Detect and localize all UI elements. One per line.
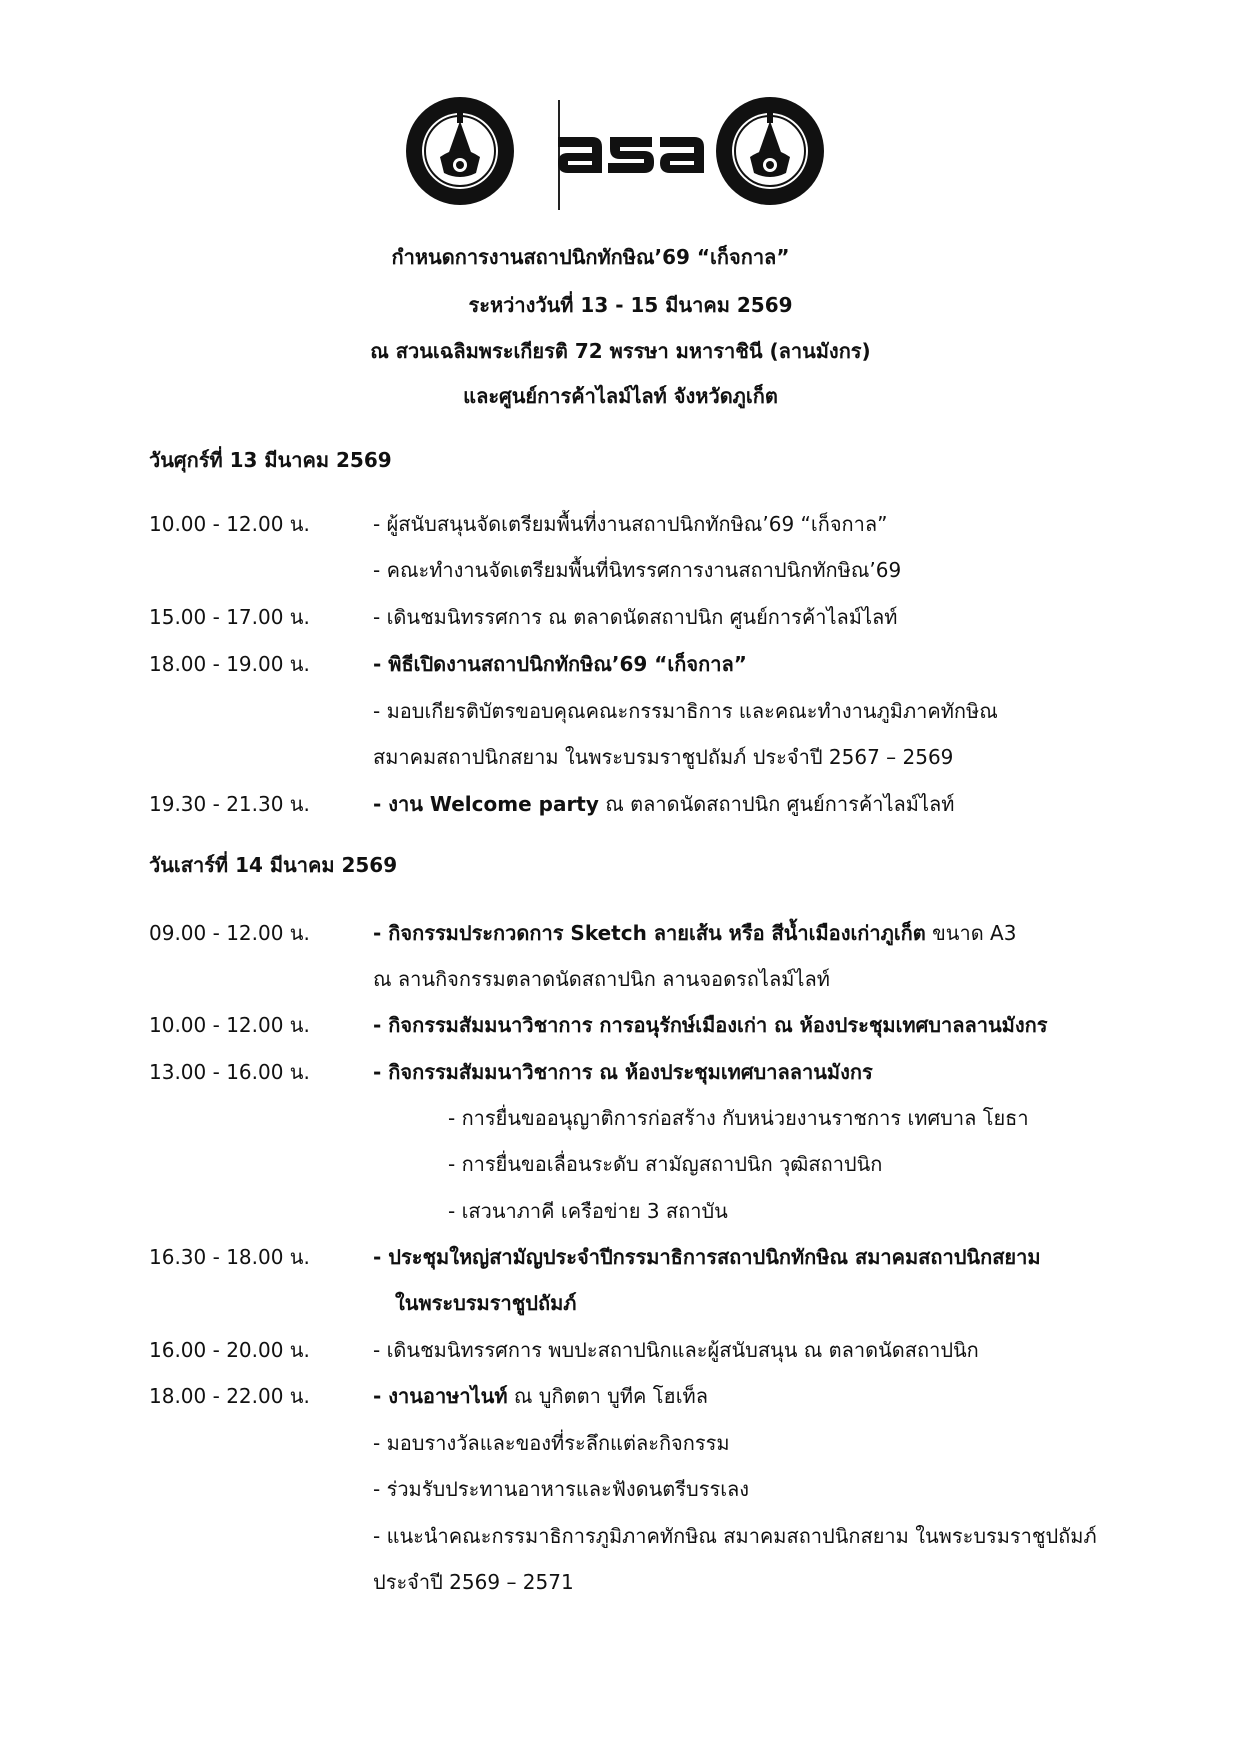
logo-row	[0, 95, 1241, 215]
day2-item-1-rest: ขนาด A3	[925, 921, 1017, 945]
day1-item-7	[373, 790, 954, 818]
day1-time-3: 18.00 - 19.00 น.	[149, 652, 310, 676]
left-association-seal-logo	[404, 95, 516, 207]
day2-item-7-bold: - งานอาษาไนท์	[373, 1384, 508, 1408]
day1-time-4: 19.30 - 21.30 น.	[149, 792, 310, 816]
right-seal-text	[0, 95, 1, 96]
event-venue: ณ สวนเฉลิมพระเกียรติ 72 พรรษา มหาราชินี (ลานมังกร)	[370, 339, 871, 363]
asa-wordmark-logo	[552, 123, 710, 185]
day2-item-1-bold: - กิจกรรมประกวดการ Sketch ลายเส้น หรือ สีน้ำเมืองเก่าภูเก็ต	[373, 921, 926, 945]
day1-item-2: - คณะทำงานจัดเตรียมพื้นที่นิทรรศการงานสถาปนิกทักษิณ’69	[373, 558, 902, 582]
day2-subitem-3: - เสวนาภาคี เครือข่าย 3 สถาบัน	[448, 1199, 728, 1223]
event-title: กำหนดการงานสถาปนิกทักษิณ’69 “เก็จกาล”	[391, 245, 790, 269]
day1-item-4: - พิธีเปิดงานสถาปนิกทักษิณ’69 “เก็จกาล”	[373, 652, 747, 676]
day1-time-2: 15.00 - 17.00 น.	[149, 605, 310, 629]
day1-item-7-rest: ณ ตลาดนัดสถาปนิก ศูนย์การค้าไลม์ไลท์	[598, 792, 955, 816]
day2-item-6: - เดินชมนิทรรศการ พบปะสถาปนิกและผู้สนับสนุน ณ ตลาดนัดสถาปนิก	[373, 1338, 979, 1362]
day1-item-1: - ผู้สนับสนุนจัดเตรียมพื้นที่งานสถาปนิกทักษิณ’69 “เก็จกาล”	[373, 512, 888, 536]
day2-item-5: - ประชุมใหญ่สามัญประจำปีกรรมาธิการสถาปนิกทักษิณ สมาคมสถาปนิกสยาม	[373, 1245, 1041, 1269]
right-association-seal-logo	[714, 95, 826, 207]
day2-time-4: 16.30 - 18.00 น.	[149, 1245, 310, 1269]
day1-time-1: 10.00 - 12.00 น.	[149, 512, 310, 536]
day2-item-5-cont: ในพระบรมราชูปถัมภ์	[395, 1291, 577, 1315]
day2-item-8: - มอบรางวัลและของที่ระลึกแต่ละกิจกรรม	[373, 1431, 730, 1455]
day2-item-11: ประจำปี 2569 – 2571	[373, 1570, 574, 1594]
day1-item-3: - เดินชมนิทรรศการ ณ ตลาดนัดสถาปนิก ศูนย์การค้าไลม์ไลท์	[373, 605, 898, 629]
day2-time-1: 09.00 - 12.00 น.	[149, 921, 310, 945]
day2-item-2: ณ ลานกิจกรรมตลาดนัดสถาปนิก ลานจอดรถไลม์ไลท์	[373, 967, 830, 991]
day2-time-6: 18.00 - 22.00 น.	[149, 1384, 310, 1408]
day2-item-9: - ร่วมรับประทานอาหารและฟังดนตรีบรรเลง	[373, 1477, 750, 1501]
day2-item-10: - แนะนำคณะกรรมาธิการภูมิภาคทักษิณ สมาคมสถาปนิกสยาม ในพระบรมราชูปถัมภ์	[373, 1524, 1097, 1548]
day2-item-7-rest: ณ บูกิตตา บูทีค โฮเท็ล	[507, 1384, 708, 1408]
day2-heading: วันเสาร์ที่ 14 มีนาคม 2569	[149, 853, 398, 877]
day2-time-2: 10.00 - 12.00 น.	[149, 1013, 310, 1037]
day2-item-1	[373, 919, 1016, 947]
day1-item-5: - มอบเกียรติบัตรขอบคุณคณะกรรมาธิการ และคณะทำงานภูมิภาคทักษิณ	[373, 699, 998, 723]
event-venue-2: และศูนย์การค้าไลม์ไลท์ จังหวัดภูเก็ต	[463, 384, 778, 408]
day2-subitem-1: - การยื่นขออนุญาติการก่อสร้าง กับหน่วยงานราชการ เทศบาล โยธา	[448, 1106, 1029, 1130]
day2-time-5: 16.00 - 20.00 น.	[149, 1338, 310, 1362]
day1-heading: วันศุกร์ที่ 13 มีนาคม 2569	[149, 448, 392, 472]
event-dates: ระหว่างวันที่ 13 - 15 มีนาคม 2569	[468, 293, 793, 317]
day2-item-7	[373, 1382, 708, 1410]
left-seal-text	[0, 95, 1, 96]
day1-item-6: สมาคมสถาปนิกสยาม ในพระบรมราชูปถัมภ์ ประจำปี 2567 – 2569	[373, 745, 954, 769]
day2-time-3: 13.00 - 16.00 น.	[149, 1060, 310, 1084]
asa-wordmark-text	[0, 95, 1, 96]
day2-subitem-2: - การยื่นขอเลื่อนระดับ สามัญสถาปนิก วุฒิสถาปนิก	[448, 1152, 883, 1176]
day2-item-4: - กิจกรรมสัมมนาวิชาการ ณ ห้องประชุมเทศบาลลานมังกร	[373, 1060, 873, 1084]
day1-item-7-bold: - งาน Welcome party	[373, 792, 599, 816]
day2-item-3: - กิจกรรมสัมมนาวิชาการ การอนุรักษ์เมืองเก่า ณ ห้องประชุมเทศบาลลานมังกร	[373, 1013, 1048, 1037]
